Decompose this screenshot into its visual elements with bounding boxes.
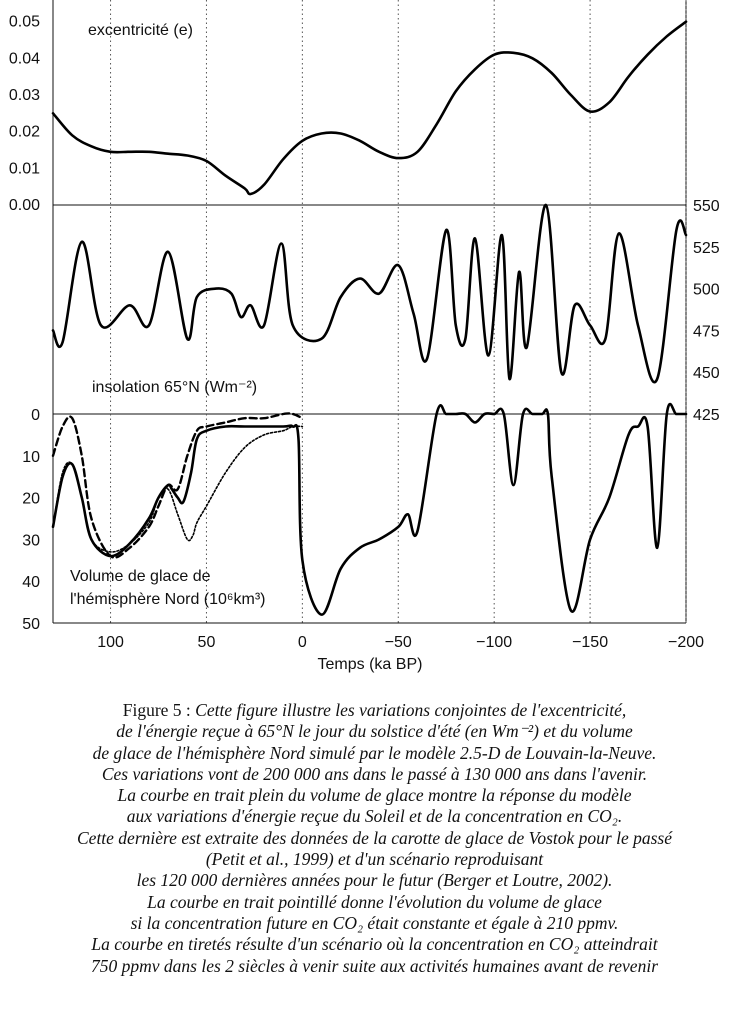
caption-line-6: Cette dernière est extraite des données de la carotte de glace de Vostok pour le passé <box>77 827 672 848</box>
caption-line-11: La courbe en tiretés résulte d'un scénario où la concentration en CO₂ atteindrait <box>91 934 658 955</box>
caption-line-1: de l'énergie reçue à 65°N le jour du solstice d'été (en Wm⁻²) et du volume <box>116 721 633 742</box>
ins-ytick-0: 425 <box>693 407 720 424</box>
y-tick-labels <box>9 14 720 633</box>
ecc-ytick-2: 0.02 <box>8 123 40 141</box>
caption-line-3: Ces variations vont de 200 000 ans dans le passé à 130 000 ans dans l'avenir. <box>101 763 648 784</box>
xtick-2: 0 <box>297 634 307 651</box>
xtick-3: −50 <box>384 634 412 651</box>
eccentricity-line <box>53 22 686 194</box>
caption-line-7: (Petit et al., 1999) et d'un scénario reproduisant <box>205 849 544 870</box>
ins-ytick-3: 500 <box>693 281 720 299</box>
insolation-label: insolation 65°N (Wm⁻²) <box>92 379 258 396</box>
ecc-ytick-3: 0.03 <box>8 87 40 104</box>
xtick-5: −150 <box>572 634 609 651</box>
ins-ytick-1: 450 <box>693 365 720 383</box>
xtick-0: 100 <box>97 634 124 651</box>
ecc-ytick-1: 0.01 <box>8 160 40 178</box>
ice-ytick-4: 40 <box>22 574 40 592</box>
ice-ytick-2: 20 <box>22 490 40 508</box>
caption-line-9: La courbe en trait pointillé donne l'évolution du volume de glace <box>147 891 602 912</box>
xtick-6: −200 <box>667 634 705 651</box>
ice-volume-label-line2: l'hémisphère Nord (10⁶km³) <box>70 591 266 608</box>
xtick-4: −100 <box>476 634 513 651</box>
eccentricity-label: excentricité (e) <box>88 22 193 39</box>
series-lines <box>53 22 686 615</box>
caption-line-12: 750 ppmv dans les 2 siècles à venir suite aux activités humaines avant de revenir <box>91 955 658 976</box>
ins-ytick-5: 550 <box>693 198 720 215</box>
vertical-gridlines <box>111 0 686 623</box>
ecc-ytick-5: 0.05 <box>8 13 40 31</box>
xtick-1: 50 <box>197 634 216 651</box>
insolation-line <box>53 205 686 382</box>
ice-ytick-0: 0 <box>31 407 40 424</box>
caption-line-10: si la concentration future en CO₂ était constante et égale à 210 ppmv. <box>130 912 619 933</box>
x-tick-labels <box>97 634 704 651</box>
caption-title: Figure 5 : <box>122 700 191 720</box>
caption-line-4: La courbe en trait plein du volume de glace montre la réponse du modèle <box>117 785 632 806</box>
x-axis-label: Temps (ka BP) <box>317 656 423 673</box>
ice-ytick-5: 50 <box>22 616 40 633</box>
ecc-ytick-4: 0.04 <box>8 50 40 68</box>
caption-line-2: de glace de l'hémisphère Nord simulé par le modèle 2.5-D de Louvain-la-Neuve. <box>92 742 657 763</box>
ecc-ytick-0: 0.00 <box>8 197 40 214</box>
plot-frame <box>53 0 686 623</box>
caption-line-0: Figure 5 : Cette figure illustre les variations conjointes de l'excentricité, <box>122 700 627 720</box>
ins-ytick-4: 525 <box>693 239 720 257</box>
ice-volume-label-line1: Volume de glace de <box>70 568 211 585</box>
caption-line-8: les 120 000 dernières années pour le futur (Berger et Loutre, 2002). <box>136 870 613 891</box>
ins-ytick-2: 475 <box>693 323 720 341</box>
ice-ytick-1: 10 <box>22 448 40 466</box>
caption-line-5: aux variations d'énergie reçue du Soleil et de la concentration en CO₂. <box>126 806 623 827</box>
figure-caption <box>0 700 749 977</box>
ice-ytick-3: 30 <box>22 532 40 550</box>
